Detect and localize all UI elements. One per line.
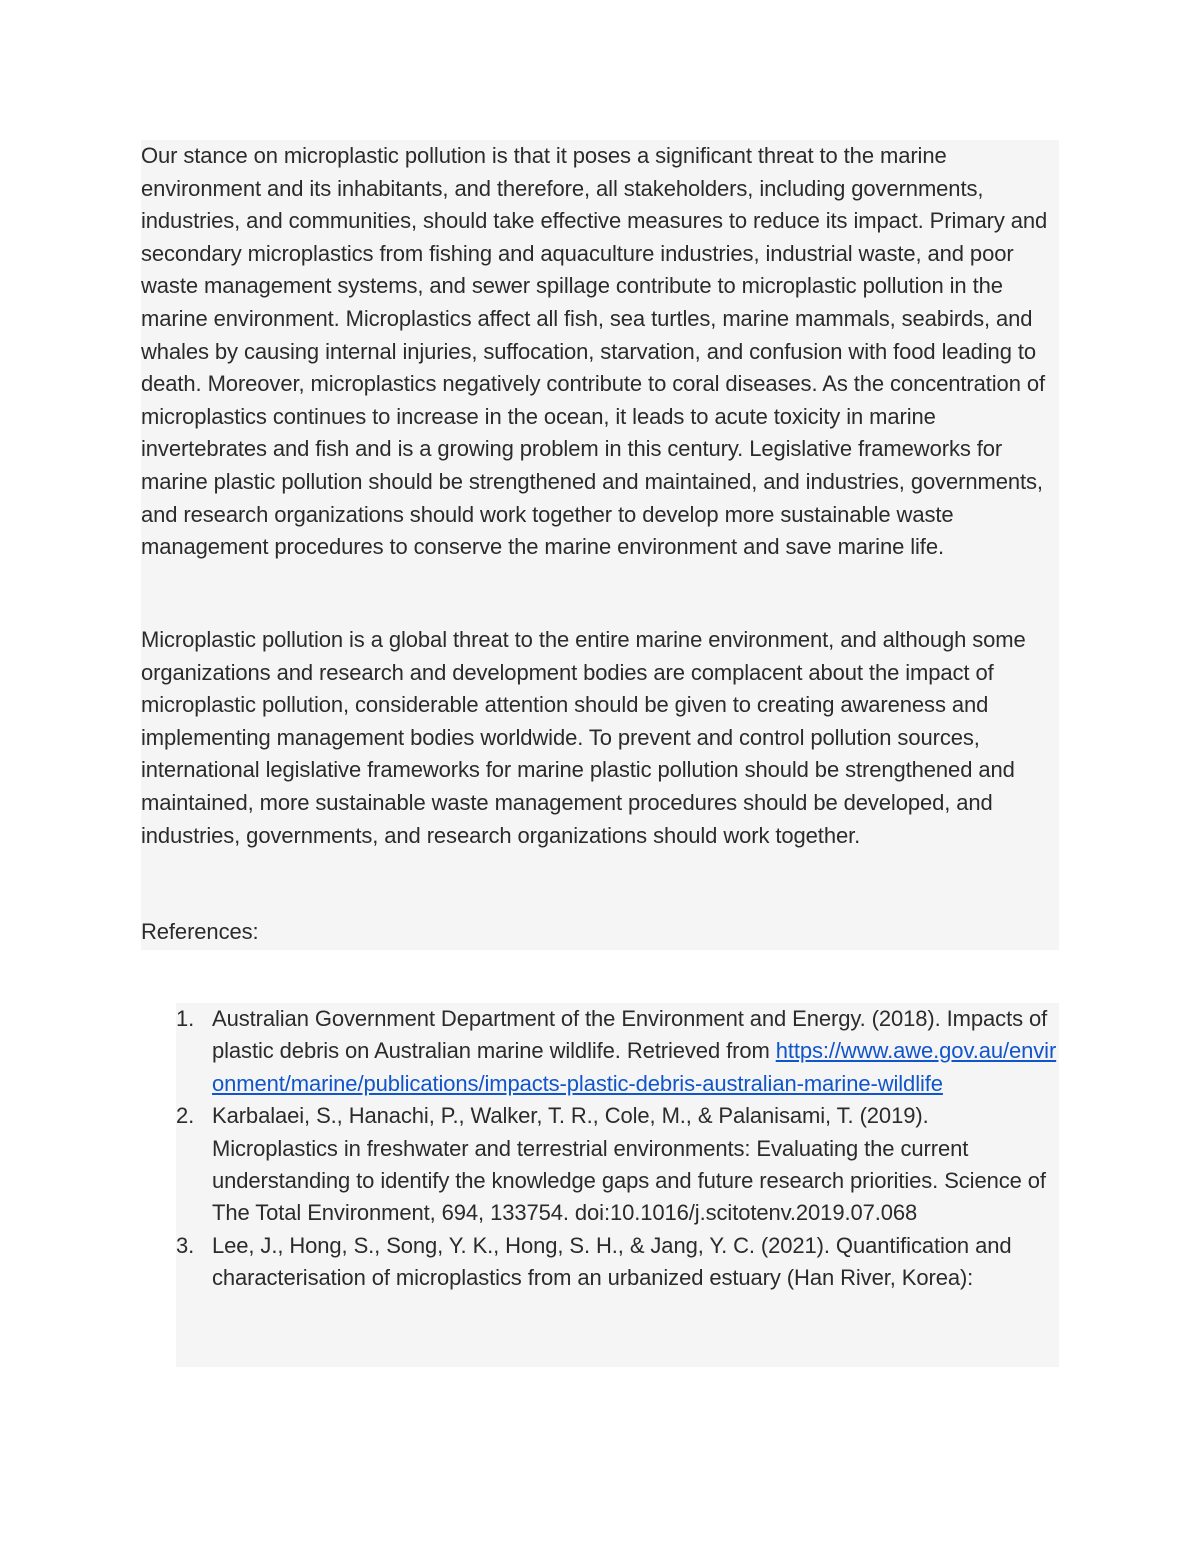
reference-item-3 [176,1230,1059,1295]
paragraph-stance: Our stance on microplastic pollution is that it poses a significant threat to the marine environment and its inhabitants, and therefore, all stakeholders, including governments, industries, and communities, should take effective measures to reduce its impact. Primary and secondary microplastics from fishing and aquaculture industries, industrial waste, and poor waste management systems, and sewer spillage contribute to microplastic pollution in the marine environment. Microplastics affect all fish, sea turtles, marine mammals, seabirds, and whales by causing internal injuries, suffocation, starvation, and confusion with food leading to death. Moreover, microplastics negatively contribute to coral diseases. As the concentration of microplastics continues to increase in the ocean, it leads to acute toxicity in marine invertebrates and fish and is a growing problem in this century. Legislative frameworks for marine plastic pollution should be strengthened and maintained, and industries, governments, and research organizations should work together to develop more sustainable waste management procedures to conserve the marine environment and save marine life. [141,143,1048,560]
references-heading: References: [141,919,259,944]
reference-number: 1. [176,1006,195,1031]
reference-text: Karbalaei, S., Hanachi, P., Walker, T. R., Cole, M., & Palanisami, T. (2019). Microplastics in freshwater and terrestrial environments: Evaluating the current understanding to identify the knowledge gaps and future research priorities. Science of The Total Environment, 694, 133754. doi:10.1016/j.scitotenv.2019.07.068 [212,1103,1046,1226]
reference-item-2 [176,1100,1059,1230]
references-list-block [176,1003,1059,1367]
paragraph-conclusion: Microplastic pollution is a global threat to the entire marine environment, and although some organizations and research and development bodies are complacent about the impact of microplastic pollution, considerable attention should be given to creating awareness and implementing management bodies worldwide. To prevent and control pollution sources, international legislative frameworks for marine plastic pollution should be strengthened and maintained, more sustainable waste management procedures should be developed, and industries, governments, and research organizations should work together. [141,627,1026,848]
reference-link[interactable]: https://www.awe.gov.au/environment/marine/publications/impacts-plastic-debris-australian-marine-wildlife [212,1038,1057,1096]
reference-item-1 [176,1003,1059,1100]
main-text-block [141,140,1059,950]
reference-text: Australian Government Department of the Environment and Energy. (2018). Impacts of plastic debris on Australian marine wildlife. Retrieved from [212,1006,1048,1064]
reference-number: 2. [176,1103,195,1129]
references-list [176,1003,1059,1295]
reference-number: 3. [176,1232,195,1258]
reference-text: Lee, J., Hong, S., Song, Y. K., Hong, S. H., & Jang, Y. C. (2021). Quantification and characterisation of microplastics from an urbanized estuary (Han River, Korea): [212,1232,1012,1291]
